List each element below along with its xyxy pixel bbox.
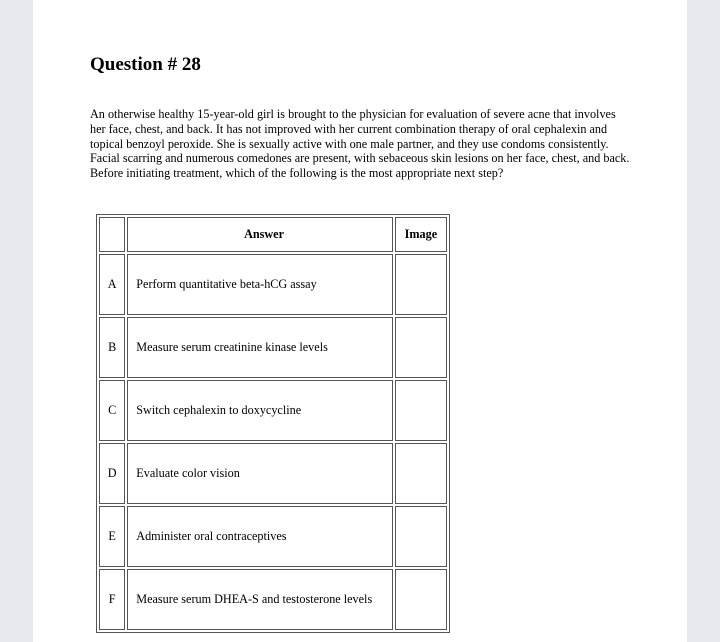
answer-row-f[interactable]	[99, 569, 447, 630]
answer-image-cell	[395, 443, 447, 504]
header-answer: Answer	[127, 217, 393, 252]
answer-image-cell	[395, 254, 447, 315]
answer-text: Administer oral contraceptives	[127, 506, 393, 567]
answer-table	[96, 214, 450, 633]
answer-image-cell	[395, 569, 447, 630]
answer-text: Evaluate color vision	[127, 443, 393, 504]
question-stem: An otherwise healthy 15-year-old girl is brought to the physician for evaluation of severe acne that involves her face, chest, and back. It has not improved with her current combination therapy of oral cephalexin and topical benzoyl peroxide. She is sexually active with one male partner, and they use condoms consistently. Facial scarring and numerous comedones are present, with sebaceous skin lesions on her face, chest, and back. Before initiating treatment, which of the following is the most appropriate next step?	[90, 107, 630, 181]
answer-row-c[interactable]	[99, 380, 447, 441]
answer-letter: C	[99, 380, 125, 441]
answer-letter: B	[99, 317, 125, 378]
header-image: Image	[395, 217, 447, 252]
answer-image-cell	[395, 317, 447, 378]
question-title: Question # 28	[90, 54, 201, 75]
answer-row-a[interactable]	[99, 254, 447, 315]
header-letter	[99, 217, 125, 252]
answer-image-cell	[395, 506, 447, 567]
answer-text: Measure serum creatinine kinase levels	[127, 317, 393, 378]
answer-text: Measure serum DHEA-S and testosterone levels	[127, 569, 393, 630]
answer-row-b[interactable]	[99, 317, 447, 378]
table-header-row	[99, 217, 447, 252]
answer-letter: F	[99, 569, 125, 630]
answer-text: Perform quantitative beta-hCG assay	[127, 254, 393, 315]
answer-letter: D	[99, 443, 125, 504]
answer-image-cell	[395, 380, 447, 441]
answer-letter: E	[99, 506, 125, 567]
answer-letter: A	[99, 254, 125, 315]
answer-row-d[interactable]	[99, 443, 447, 504]
answer-text: Switch cephalexin to doxycycline	[127, 380, 393, 441]
answer-row-e[interactable]	[99, 506, 447, 567]
document-page	[33, 0, 687, 642]
